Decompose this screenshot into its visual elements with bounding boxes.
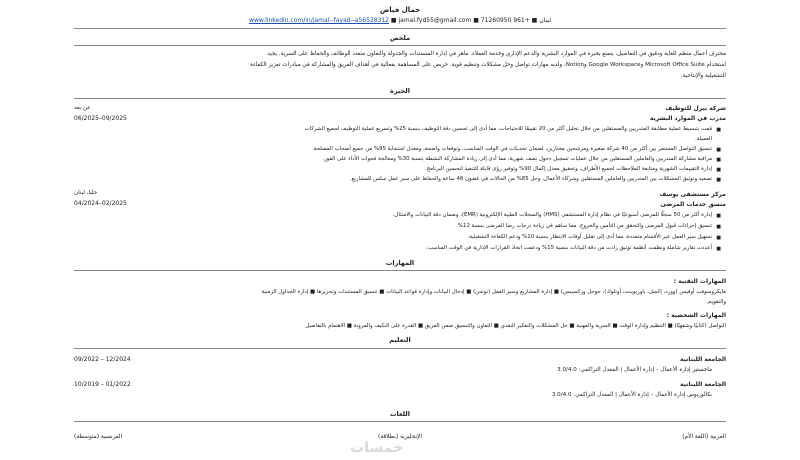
- education-school: الجامعة اللبنانية: [680, 381, 726, 388]
- job-bullet: ■ إدارة التقييمات الشهرية ومتابعة الملاحظات لجميع الأطراف، وتحقيق معدل إكمال 90% وتوفير رؤى قابلة للتنفيذ لتحسين البرنامج.: [425, 166, 712, 172]
- job-location: حلبا، لبنان: [74, 190, 98, 196]
- watermark-logo: خمسات: [350, 440, 404, 456]
- job-company: مركز مستشفى يوسف: [659, 191, 726, 198]
- job-bullet-continued: العميلة.: [695, 136, 712, 142]
- summary-title: ملخص: [389, 34, 411, 42]
- linkedin-link[interactable]: www.linkedin.com/in/jamal--fayad--a56528312: [249, 17, 389, 24]
- education-dates: 10/2019 – 01/2022: [74, 381, 131, 388]
- contact-country: لبنان: [539, 17, 551, 24]
- job-bullet: ■ إدارة أكثر من 50 سجلًا للمرضى أسبوعيًا في نظام إدارة المستشفى (HMS) والسجلات الطبية الإلكترونية (EMR)، وضمان دقة البيانات والامتثال.: [393, 212, 712, 218]
- job-role: مدرب في الموارد البشرية: [649, 115, 726, 122]
- summary-line: التشغيلية والإنتاجية.: [681, 73, 726, 79]
- divider: [74, 270, 726, 271]
- personal-skills-label: المهارات الشخصية :: [666, 312, 726, 319]
- languages-title: اللغات: [390, 410, 410, 418]
- education-title: التعليم: [389, 336, 411, 344]
- summary-line: استخدام Microsoft Office Suite وGoogle Workspace وNotion، ولديه مهارات تواصل وحل مشكلات وتنظيم قوية. حريص على المساهمة بفعالية في أهداف الفريق والمشاركة في مبادرات تعزيز الكفاءة: [250, 62, 726, 68]
- divider: [74, 421, 726, 422]
- job-bullet: ■ تسهيل سير العمل عبر الأقسام متعددة، مما أدى إلى تقليل أوقات الانتظار بنسبة 10% ودعم الكفاءة التشغيلية.: [468, 234, 712, 240]
- divider: [74, 28, 726, 29]
- job-bullet: ■ تنسيق التواصل المستمر بين أكثر من 40 شركة صغيرة ومرشحين مختارين، لضمان تحديثات في الوقت المناسب، وتوقعات واضحة، ومعدل استجابة 95% من جميع أصحاب المصلحة.: [312, 146, 712, 152]
- job-bullet: ■ قمت بتبسيط عملية مطابقة المتدربين والمستقلين من خلال تحليل أكثر من 20 تقييمًا للاحتياجات، مما أدى إلى تحسين دقة التوظيف بنسبة 25% وتسريع عملية التوظيف لجميع الشركات: [305, 126, 712, 132]
- language-item: الفرنسية (متوسطة): [74, 434, 123, 440]
- job-location: عن بعد: [74, 105, 91, 111]
- job-bullet: ■ مراقبة مشاركة المتدربين والعاملين المستقلين من خلال عمليات تسجيل دخول نصف شهرية، مما أدى إلى زيادة المشاركة النشطة بنسبة 30% ومعالجة فجوات الأداء على الفور.: [322, 156, 712, 162]
- technical-skills: مايكروسوفت أوفيس (وورد، إكسل، باوربوينت، أوتلوك)، جوجل وركسبيس) ■ إدارة المشاريع وسير العمل (نوشن) ■ إدخال البيانات وإدارة قواعد البيانات ■ تنسيق المستندات وتحريرها ■ إدارة الجداول الزمنية: [261, 289, 726, 295]
- job-dates: 06/2025–09/2025: [74, 115, 127, 122]
- job-dates: 04/2024–02/2025: [74, 200, 127, 207]
- divider: [74, 348, 726, 349]
- contact-email[interactable]: jamal.fyd55@gmail.com: [398, 17, 472, 24]
- contact-line: لبنان ■ +961 71260950 ■ www.linkedin.com/in/jamal--fayad--a56528312 ■ jamal.fyd55@gmail.com: [249, 17, 551, 24]
- job-company: شركة بيرل للتوظيف: [665, 105, 726, 112]
- job-bullet: ■ أعددت تقارير شاملة ونظمت أنظمة توثيق زادت من دقة البيانات بنسبة 15% ودعمت اتخاذ القرارات الإدارية في الوقت المناسب.: [426, 245, 712, 251]
- language-item: العربية (اللغة الأم): [682, 434, 726, 440]
- summary-line: محترف أعمال منظم للغاية ودقيق في التفاصيل، يتمتع بخبرة في الموارد البشرية والدعم الإداري وخدمة العملاء. ماهر في إدارة المستندات والجدولة والتعاون متعدد الوظائف والحفاظ على السرية. يجيد: [267, 51, 726, 57]
- job-role: منسق خدمات المرضى: [660, 201, 726, 208]
- divider: [74, 45, 726, 46]
- divider: [74, 98, 726, 99]
- technical-skills-continued: والتقويم.: [706, 299, 726, 305]
- candidate-name: جمال فياض: [379, 6, 421, 14]
- technical-skills-label: المهارات التقنية :: [673, 278, 726, 285]
- experience-title: الخبرة: [390, 87, 410, 95]
- contact-phone: +961 71260950: [480, 17, 530, 24]
- language-item: الإنجليزية (بطلاقة): [378, 434, 422, 440]
- education-degree: ماجستير إدارة الأعمال – إدارة الأعمال | المعدل التراكمي: 3.0/4.0: [557, 367, 712, 373]
- skills-title: المهارات: [385, 259, 415, 267]
- education-degree: بكالوريوس إدارة الأعمال – إدارة الأعمال | المعدل التراكمي: 3.0/4.0: [551, 392, 712, 398]
- education-dates: 09/2022 – 12/2024: [74, 356, 131, 363]
- personal-skills: التواصل (كتابيًا وشفهيًا) ■ التنظيم وإدارة الوقت ■ السرية والمهنية ■ حل المشكلات والتفكير النقدي ■ التعاون والتنسيق ضمن الفريق ■ القدرة على التكيف والمرونة ■ الاهتمام بالتفاصيل: [305, 323, 726, 329]
- job-bullet: ■ تصعيد وتوثيق المشكلات بين المتدربين والعاملين المستقلين وشركاء الأعمال، وحل 85% من الحالات في غضون 48 ساعة والحفاظ على سير عمل سلس للمشاريع.: [350, 176, 712, 182]
- job-bullet: ■ تنسيق إجراءات قبول المرضى والتحقق من التأمين والخروج، مما ساهم في زيادة درجات رضا المرضى بنسبة 12%.: [456, 223, 712, 229]
- education-school: الجامعة اللبنانية: [680, 356, 726, 363]
